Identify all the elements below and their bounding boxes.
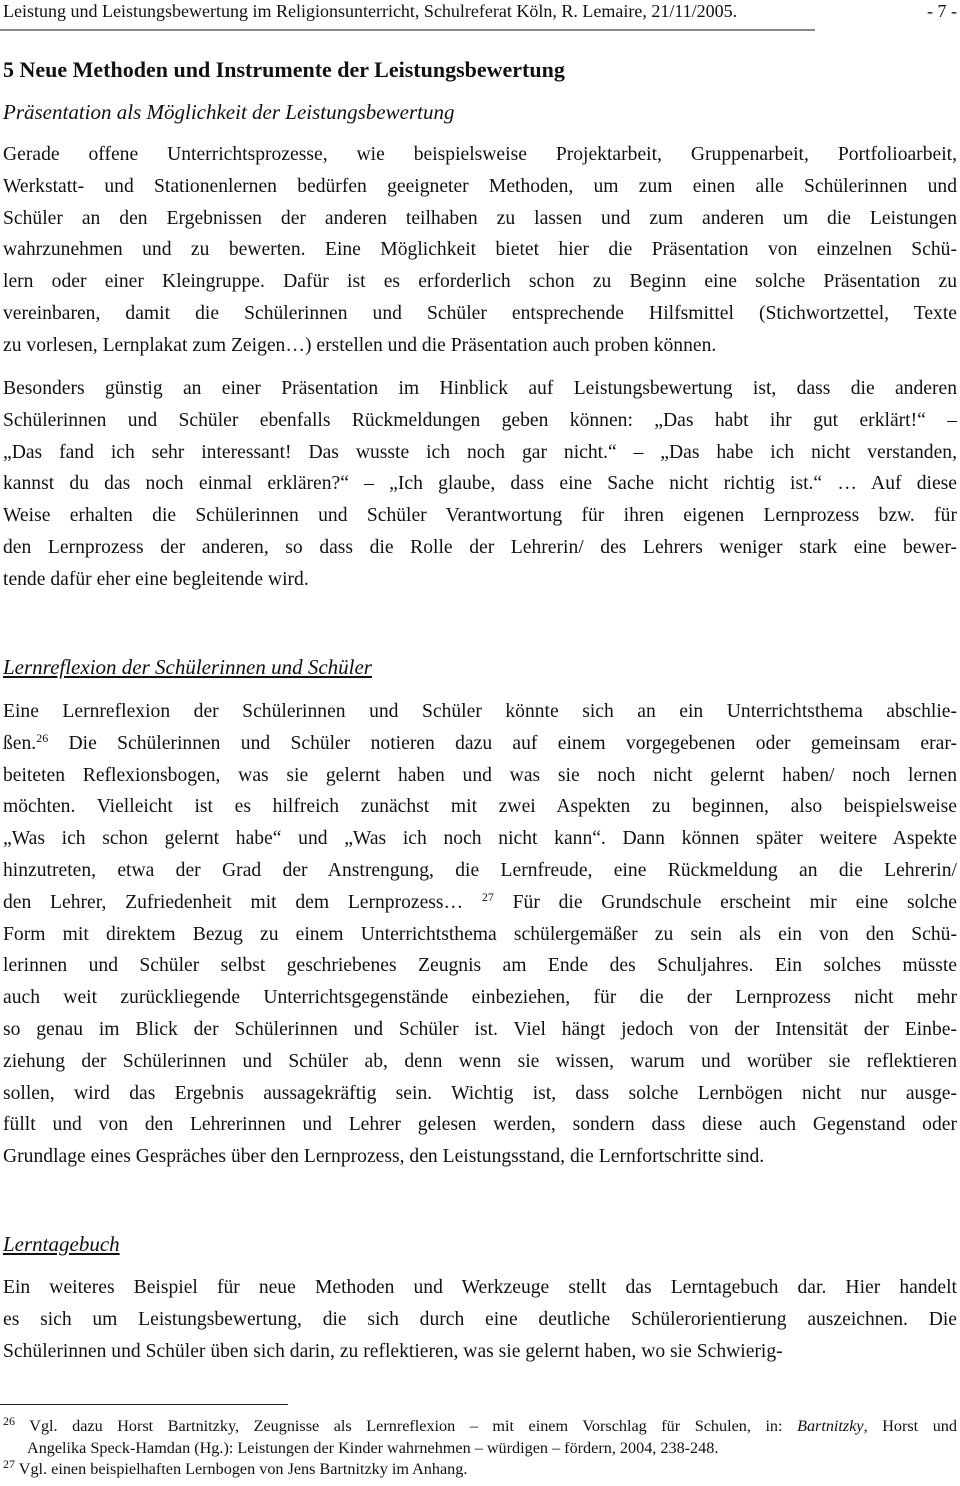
footnote-number: 26	[3, 1414, 15, 1428]
footnote-author: Bartnitzky	[797, 1417, 864, 1435]
paragraph-1	[3, 139, 957, 362]
text-line: beiteten Reflexionsbogen, was sie gelernt haben und was sie noch nicht gelernt haben/ noch lernen	[3, 764, 957, 786]
text-line: lern oder einer Kleingruppe. Dafür ist es erforderlich schon zu Beginn eine solche Präsentation zu	[3, 271, 957, 293]
text-line: den Lehrer, Zufriedenheit mit dem Lernprozess… $^{27}$ Für die Grundschule erscheint mir eine solche	[3, 889, 957, 913]
text-line: ßen.$^{26}$ Die Schülerinnen und Schüler notieren dazu auf einem vorgegebenen oder gemeinsam erar-	[3, 730, 957, 754]
footnote-reference: 27	[481, 889, 494, 904]
subheading-lerntagebuch: Lerntagebuch	[3, 1232, 120, 1256]
text-line: „Das fand ich sehr interessant! Das wusste ich noch gar nicht.“ – „Das habe ich nicht verstanden,	[3, 441, 957, 463]
subheading-lernreflexion: Lernreflexion der Schülerinnen und Schüler	[3, 655, 372, 679]
text-line: „Was ich schon gelernt habe“ und „Was ich noch nicht kann“. Dann können später weitere Aspekte	[3, 828, 957, 850]
text-line: Ein weiteres Beispiel für neue Methoden und Werkzeuge stellt das Lerntagebuch dar. Hier handelt	[3, 1277, 957, 1298]
text-line: tende dafür eher eine begleitende wird.	[3, 568, 309, 590]
footnotes	[3, 1416, 957, 1481]
footnote-text: , Horst und	[863, 1417, 957, 1435]
subheading-praesentation: Präsentation als Möglichkeit der Leistungsbewertung	[3, 100, 455, 124]
text-line: Grundlage eines Gespräches über den Lernprozess, den Leistungsstand, die Lernfortschritte sind.	[3, 1146, 765, 1168]
text-line: wahrzunehmen und zu bewerten. Eine Möglichkeit bietet hier die Präsentation von einzelnen Schü-	[3, 239, 957, 261]
text-line: den Lernprozess der anderen, so dass die Rolle der Lehrerin/ des Lehrers weniger stark eine bewer-	[3, 536, 957, 558]
text-line: Weise erhalten die Schülerinnen und Schüler Verantwortung für ihren eigenen Lernprozess bzw. für	[3, 505, 957, 527]
footnote-text: Vgl. einen beispielhaften Lernbogen von Jens Bartnitzky im Anhang.	[18, 1460, 468, 1478]
footnote-number: 27	[3, 1457, 15, 1471]
text-line: zu vorlesen, Lernplakat zum Zeigen…) erstellen und die Präsentation auch proben können.	[3, 334, 717, 356]
text-line: möchten. Vielleicht ist es hilfreich zunächst mit zwei Aspekten zu beginnen, also beispielsweise	[3, 796, 957, 818]
text-line: vereinbaren, damit die Schülerinnen und Schüler entsprechende Hilfsmittel (Stichwortzettel, Texte	[3, 302, 957, 324]
text-line: sollen, wird das Ergebnis aussagekräftig sein. Wichtig ist, dass solche Lernbögen nicht nur ausge-	[3, 1082, 957, 1104]
text-line: Schülerinnen und Schüler üben sich darin, zu reflektieren, was sie gelernt haben, wo sie Schwierig-	[3, 1340, 783, 1362]
text-line: es sich um Leistungsbewertung, die sich durch eine deutliche Schülerorientierung auszeichnen. Die	[3, 1308, 957, 1330]
footnote-26	[3, 1416, 957, 1438]
text-line: so genau im Blick der Schülerinnen und Schüler ist. Viel hängt jedoch von der Intensität der Einbe-	[3, 1018, 957, 1040]
text-line: hinzutreten, etwa der Grad der Anstrengung, die Lernfreude, eine Rückmeldung an die Lehrerin/	[3, 859, 957, 881]
footnote-26-continued: Angelika Speck-Hamdan (Hg.): Leistungen der Kinder wahrnehmen – würdigen – fördern, 2004, 238-248.	[27, 1438, 719, 1457]
text-line: lerinnen und Schüler selbst geschriebenes Zeugnis am Ende des Schuljahres. Ein solches müsste	[3, 955, 957, 977]
text-line: Eine Lernreflexion der Schülerinnen und Schüler könnte sich an ein Unterrichtsthema abschlie-	[3, 701, 957, 722]
footnote-text: Vgl. dazu Horst Bartnitzky, Zeugnisse als Lernreflexion – mit einem Vorschlag für Schulen, in:	[29, 1417, 798, 1435]
paragraph-2	[3, 373, 957, 596]
page-number: - 7 -	[927, 1, 957, 21]
text-line: kannst du das noch einmal erklären?“ – „Ich glaube, dass eine Sache nicht richtig ist.“ … Auf diese	[3, 473, 957, 495]
text-line: Schüler an den Ergebnissen der anderen teilhaben zu lassen und zum anderen um die Leistungen	[3, 207, 957, 229]
text-line: Schülerinnen und Schüler ebenfalls Rückmeldungen geben können: „Das habt ihr gut erklärt!“ –	[3, 409, 957, 431]
text-line: Werkstatt- und Stationenlernen bedürfen geeigneter Methoden, um zum einen alle Schülerinnen und	[3, 175, 957, 197]
header-title: Leistung und Leistungsbewertung im Religionsunterricht, Schulreferat Köln, R. Lemaire, 21/11/2005.	[3, 1, 738, 21]
footnote-rule	[0, 1404, 288, 1405]
text-line: Form mit direktem Bezug zu einem Unterrichtsthema schülergemäßer zu sein als ein von den Schü-	[3, 923, 957, 945]
text-line: Gerade offene Unterrichtsprozesse, wie beispielsweise Projektarbeit, Gruppenarbeit, Portfolioarbeit,	[3, 144, 957, 165]
paragraph-4	[3, 1272, 957, 1367]
text-line: Besonders günstig an einer Präsentation im Hinblick auf Leistungsbewertung ist, dass die anderen	[3, 378, 957, 399]
paragraph-3	[3, 696, 957, 1173]
text-line: auch weit zurückliegende Unterrichtsgegenstände einbeziehen, für die der Lernprozess nicht mehr	[3, 987, 957, 1009]
footnote-reference: 26	[36, 730, 49, 745]
section-heading: 5 Neue Methoden und Instrumente der Leistungsbewertung	[3, 57, 565, 82]
header-rule	[0, 29, 815, 31]
page-header	[3, 0, 957, 22]
footnote-27	[3, 1459, 957, 1481]
text-line: ziehung der Schülerinnen und Schüler ab, denn wenn sie wissen, warum und worüber sie reflektieren	[3, 1050, 957, 1072]
text-line: füllt und von den Lehrerinnen und Lehrer gelesen werden, sondern dass diese auch Gegenstand oder	[3, 1114, 957, 1136]
